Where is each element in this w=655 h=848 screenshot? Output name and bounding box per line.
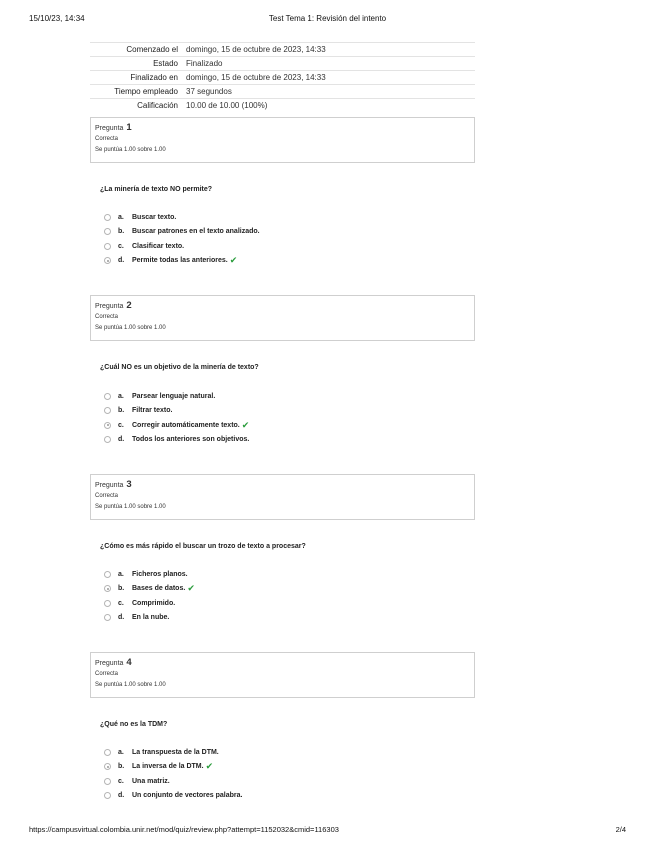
option-letter: c. [118, 777, 124, 785]
question-info-3 [90, 474, 475, 520]
answer-option[interactable] [100, 789, 480, 804]
option-letter: c. [118, 242, 124, 250]
summary-value: domingo, 15 de octubre de 2023, 14:33 [182, 71, 475, 85]
option-text: Una matriz. [132, 777, 170, 785]
answer-option[interactable] [100, 225, 480, 240]
option-text: Buscar texto. [132, 213, 177, 221]
radio-icon[interactable] [104, 214, 111, 221]
question-number [95, 657, 470, 668]
summary-label: Finalizado en [90, 71, 182, 85]
question-text-4: ¿Qué no es la TDM? [100, 721, 168, 728]
question-state: Correcta [95, 493, 119, 499]
answer-option[interactable] [100, 611, 480, 626]
radio-icon[interactable] [104, 600, 111, 607]
print-date: 15/10/23, 14:34 [29, 14, 85, 23]
answer-options-1 [100, 210, 480, 268]
radio-icon[interactable] [104, 749, 111, 756]
answer-options-3 [100, 567, 480, 625]
option-letter: d. [118, 257, 125, 265]
option-letter: d. [118, 792, 125, 800]
option-text: Parsear lenguaje natural. [132, 392, 216, 400]
question-state: Correcta [95, 671, 119, 677]
radio-icon[interactable] [104, 614, 111, 621]
answer-options-4 [100, 745, 480, 803]
radio-checked-icon[interactable] [104, 257, 111, 264]
question-number-value: 1 [126, 122, 132, 133]
print-title: Test Tema 1: Revisión del intento [268, 14, 387, 23]
question-info-4 [90, 652, 475, 698]
summary-label: Calificación [90, 99, 182, 113]
summary-value: domingo, 15 de octubre de 2023, 14:33 [182, 43, 475, 57]
radio-checked-icon[interactable] [104, 763, 111, 770]
option-letter: b. [118, 407, 125, 415]
option-text: Buscar patrones en el texto analizado. [132, 228, 260, 236]
answer-option[interactable] [100, 774, 480, 789]
option-text: En la nube. [132, 614, 170, 622]
answer-option[interactable] [100, 239, 480, 254]
question-grade: Se puntúa 1.00 sobre 1.00 [95, 147, 166, 153]
option-text: Corregir automáticamente texto. [132, 421, 240, 429]
option-letter: b. [118, 228, 125, 236]
question-info-2 [90, 295, 475, 341]
question-text-1: ¿La minería de texto NO permite? [100, 186, 213, 193]
question-number-value: 2 [126, 300, 132, 311]
answer-option[interactable] [100, 567, 480, 582]
question-grade: Se puntúa 1.00 sobre 1.00 [95, 504, 166, 510]
answer-option[interactable] [100, 389, 480, 404]
radio-icon[interactable] [104, 778, 111, 785]
answer-option[interactable] [100, 404, 480, 419]
question-label: Pregunta [95, 482, 124, 489]
radio-icon[interactable] [104, 228, 111, 235]
option-letter: d. [118, 436, 125, 444]
radio-icon[interactable] [104, 571, 111, 578]
option-letter: a. [118, 748, 124, 756]
question-state: Correcta [95, 314, 119, 320]
radio-checked-icon[interactable] [104, 585, 111, 592]
question-grade: Se puntúa 1.00 sobre 1.00 [95, 325, 166, 331]
radio-icon[interactable] [104, 436, 111, 443]
answer-option[interactable] [100, 433, 480, 448]
question-text-3: ¿Cómo es más rápido el buscar un trozo de texto a procesar? [100, 543, 306, 550]
option-text: Comprimido. [132, 599, 176, 607]
question-number-value: 4 [126, 657, 132, 668]
option-letter: d. [118, 614, 125, 622]
answer-option-selected[interactable] [100, 254, 480, 269]
radio-icon[interactable] [104, 792, 111, 799]
answer-options-2 [100, 389, 480, 447]
option-letter: c. [118, 421, 124, 429]
summary-row [90, 99, 475, 113]
question-number [95, 479, 470, 490]
option-letter: b. [118, 763, 125, 771]
option-text: Permite todas las anteriores. [132, 257, 228, 265]
attempt-summary-table [90, 42, 475, 112]
question-number-value: 3 [126, 479, 132, 490]
question-text-2: ¿Cuál NO es un objetivo de la minería de texto? [100, 364, 259, 371]
question-label: Pregunta [95, 660, 124, 667]
question-label: Pregunta [95, 125, 124, 132]
radio-icon[interactable] [104, 243, 111, 250]
summary-label: Comenzado el [90, 43, 182, 57]
question-number [95, 300, 470, 311]
option-text: La transpuesta de la DTM. [132, 748, 219, 756]
summary-row [90, 71, 475, 85]
question-grade: Se puntúa 1.00 sobre 1.00 [95, 682, 166, 688]
answer-option[interactable] [100, 210, 480, 225]
option-text: Un conjunto de vectores palabra. [132, 792, 243, 800]
option-text: Filtrar texto. [132, 407, 173, 415]
option-text: La inversa de la DTM. [132, 763, 204, 771]
option-text: Bases de datos. [132, 585, 186, 593]
summary-row [90, 85, 475, 99]
option-letter: a. [118, 392, 124, 400]
option-letter: c. [118, 599, 124, 607]
check-icon: ✔ [205, 761, 214, 772]
summary-value: Finalizado [182, 57, 475, 71]
question-state: Correcta [95, 136, 119, 142]
radio-icon[interactable] [104, 407, 111, 414]
summary-label: Tiempo empleado [90, 85, 182, 99]
question-info-1 [90, 117, 475, 163]
answer-option[interactable] [100, 745, 480, 760]
answer-option-selected[interactable] [100, 582, 480, 597]
option-letter: b. [118, 585, 125, 593]
check-icon: ✔ [187, 583, 195, 594]
summary-value: 37 segundos [182, 85, 475, 99]
option-text: Clasificar texto. [132, 242, 185, 250]
check-icon: ✔ [241, 419, 250, 430]
option-letter: a. [118, 570, 124, 578]
summary-value: 10.00 de 10.00 (100%) [182, 99, 475, 113]
option-text: Todos los anteriores son objetivos. [132, 436, 250, 444]
answer-option[interactable] [100, 596, 480, 611]
page-number: 2/4 [615, 825, 626, 834]
question-label: Pregunta [95, 303, 124, 310]
radio-checked-icon[interactable] [104, 422, 111, 429]
answer-option-selected[interactable] [100, 760, 480, 775]
check-icon: ✔ [229, 255, 238, 266]
option-letter: a. [118, 213, 124, 221]
summary-row [90, 57, 475, 71]
radio-icon[interactable] [104, 393, 111, 400]
answer-option-selected[interactable] [100, 418, 480, 433]
summary-label: Estado [90, 57, 182, 71]
option-text: Ficheros planos. [132, 570, 188, 578]
question-number [95, 122, 470, 133]
summary-row [90, 43, 475, 57]
page-url: https://campusvirtual.colombia.unir.net/mod/quiz/review.php?attempt=1152032&cmid=116303 [29, 825, 339, 834]
